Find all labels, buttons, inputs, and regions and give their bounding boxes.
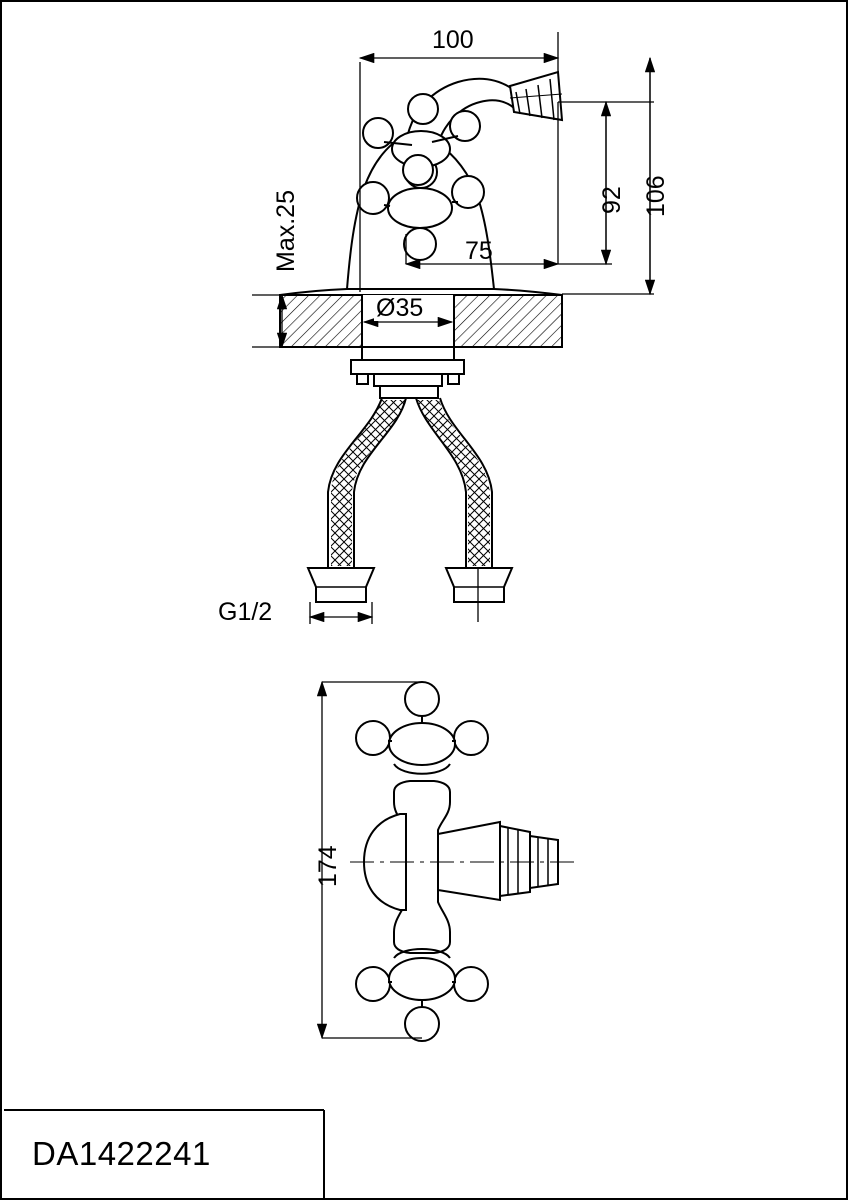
dim-thread-g12: G1/2 <box>218 598 273 626</box>
dim-100: 100 <box>432 26 474 54</box>
dim-max-25: Max.25 <box>272 190 300 272</box>
part-number-label: DA1422241 <box>32 1135 211 1172</box>
side-view-geometry <box>280 72 562 602</box>
dim-hole-diameter: Ø35 <box>376 294 424 322</box>
dim-92: 92 <box>598 186 626 214</box>
dim-106: 106 <box>642 175 670 217</box>
technical-drawing <box>2 2 848 1202</box>
dim-75: 75 <box>465 237 493 265</box>
front-view-geometry <box>350 682 580 1041</box>
dim-174: 174 <box>314 845 342 887</box>
